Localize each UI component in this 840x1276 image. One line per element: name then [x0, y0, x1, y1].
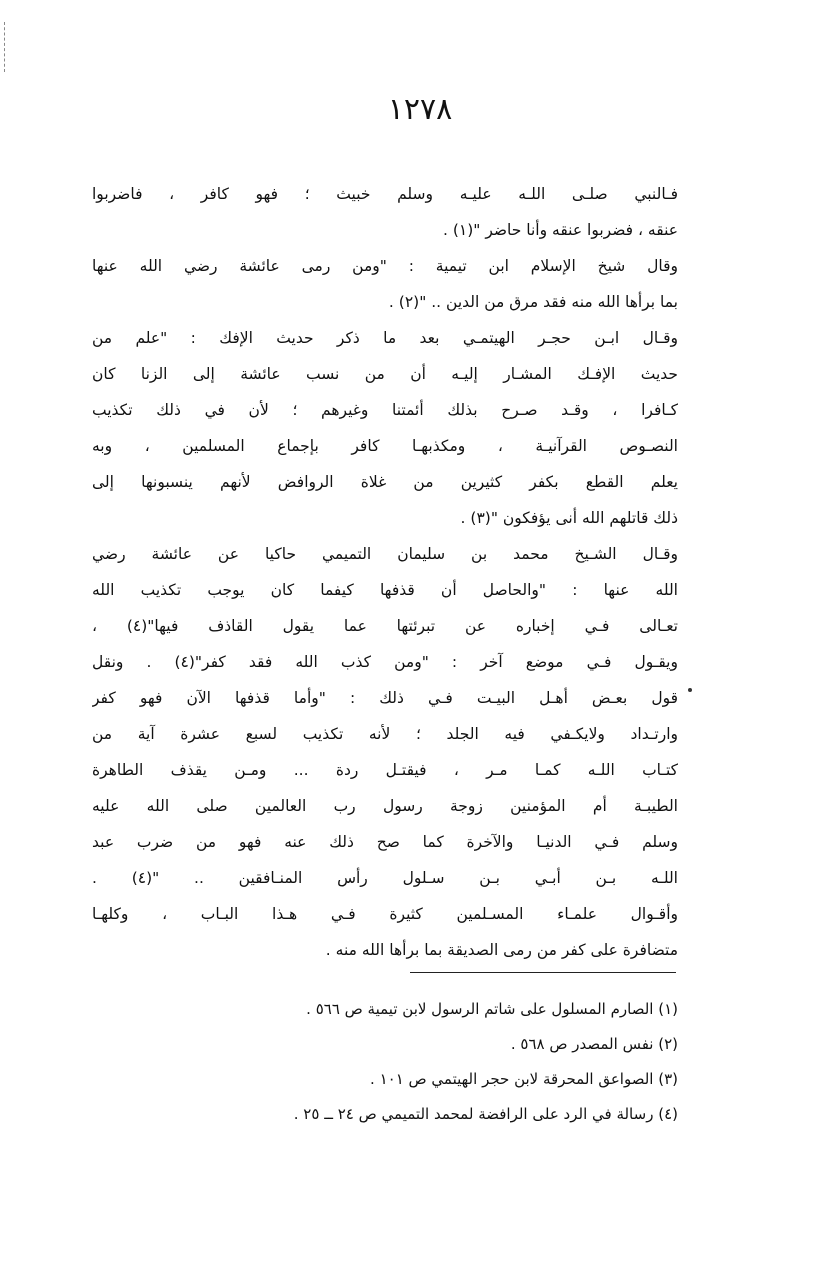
- footnote-divider: [410, 972, 676, 973]
- footnotes: [92, 992, 678, 1132]
- body-line: وارتـداد ولايكـفي فيه الجلد ؛ لأنه تكذيب لسبع عشرة آية من: [92, 725, 678, 743]
- body-line: متضافرة على كفر من رمى الصديقة بما برأها الله منه .: [325, 941, 678, 959]
- footnote: (٣) الصواعق المحرقة لابن حجر الهيتمي ص ١٠١ .: [370, 1070, 678, 1088]
- body-line: قول بعـض أهـل البيـت فـي ذلك : "وأما قذفها الآن فهو كفر: [92, 689, 678, 707]
- body-line: يعلم القطع بكفر كثيرين من غلاة الروافض لأنهم ينسبونها إلى: [92, 473, 678, 491]
- footnote: (٤) رسالة في الرد على الرافضة لمحمد التميمي ص ٢٤ ــ ٢٥ .: [293, 1105, 678, 1123]
- body-line: الطيبـة أم المؤمنين زوجة رسول رب العالمين صلى الله عليه: [92, 797, 678, 815]
- footnote: (١) الصارم المسلول على شاتم الرسول لابن تيمية ص ٥٦٦ .: [306, 1000, 678, 1018]
- body-line: بما برأها الله منه فقد مرق من الدين .. "(٢) .: [388, 293, 678, 311]
- margin-dot: [688, 688, 692, 692]
- body-line: كـافرا ، وقـد صـرح بذلك أئمتنا وغيرهم ؛ لأن في ذلك تكذيب: [92, 401, 678, 419]
- body-line: اللـه بـن أبـي بـن سـلول رأس المنـافقين .. "(٤) .: [92, 869, 678, 887]
- page-number: ١٢٧٨: [387, 92, 453, 127]
- body-line: تعـالى فـي إخباره عن تبرئتها عما يقول القاذف فيها"(٤) ،: [92, 617, 678, 635]
- body-line: عنقه ، فضربوا عنقه وأنا حاضر "(١) .: [442, 221, 678, 239]
- scan-edge-marks: [4, 22, 7, 72]
- body-line: حديث الإفـك المشـار إليـه أن من نسب عائشة إلى الزنا كان: [92, 365, 678, 383]
- body-line: وقـال ابـن حجـر الهيتمـي بعد ما ذكر حديث الإفك : "علم من: [92, 329, 678, 347]
- body-line: وأقـوال علمـاء المسـلمين كثيرة فـي هـذا البـاب ، وكلهـا: [92, 905, 678, 923]
- body-line: فـالنبي صلـى اللـه عليـه وسلم خبيث ؛ فهو كافر ، فاضربوا: [92, 185, 678, 203]
- body-line: ويقـول فـي موضع آخر : "ومن كذب الله فقد كفر"(٤) . ونقل: [92, 653, 678, 671]
- body-line: وقـال الشـيخ محمد بن سليمان التميمي حاكيا عن عائشة رضي: [92, 545, 678, 563]
- footnote: (٢) نفس المصدر ص ٥٦٨ .: [510, 1035, 678, 1053]
- body-line: الله عنها : "والحاصل أن قذفها كيفما كان يوجب تكذيب الله: [92, 581, 678, 599]
- body-line: كتـاب اللـه كمـا مـر ، فيقتـل ردة ... ومـن يقذف الطاهرة: [92, 761, 678, 779]
- body-line: وسلم فـي الدنيـا والآخرة كما صح ذلك عنه فهو من ضرب عبد: [92, 833, 678, 851]
- body-line: وقال شيخ الإسلام ابن تيمية : "ومن رمى عائشة رضي الله عنها: [92, 257, 678, 275]
- body-text: [92, 176, 678, 968]
- body-line: ذلك قاتلهم الله أنى يؤفكون "(٣) .: [460, 509, 678, 527]
- body-line: النصـوص القرآنيـة ، ومكذبهـا كافر بإجماع المسلمين ، وبه: [92, 437, 678, 455]
